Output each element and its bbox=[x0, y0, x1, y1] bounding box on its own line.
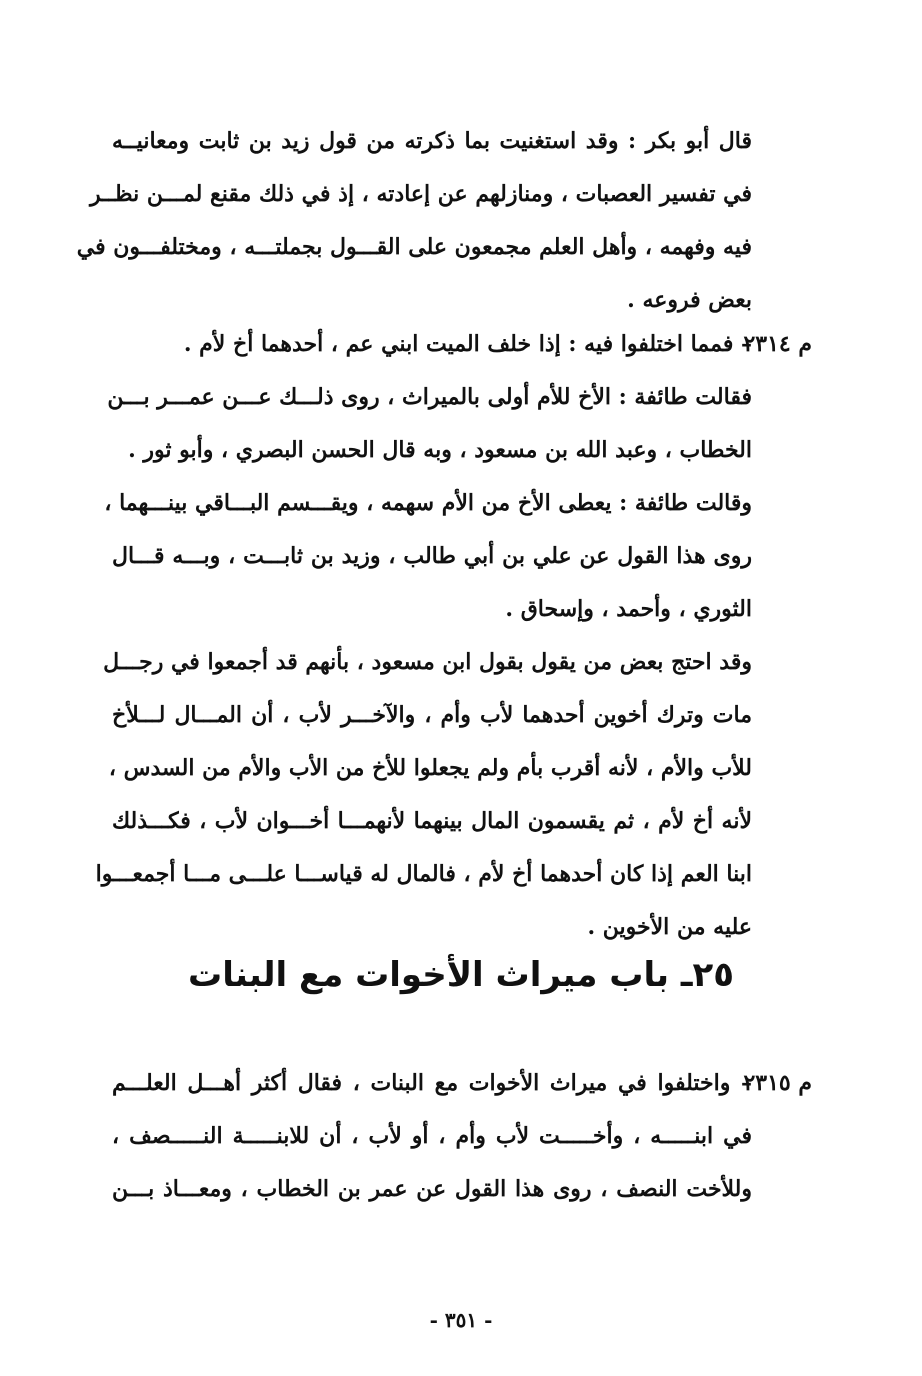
text-line: وقالت طائفة : يعطى الأخ من الأم سهمه ، ويقـــسم البـــاقي بينـــهما ، bbox=[104, 490, 752, 516]
section-number: م ٢٣١٥ bbox=[743, 1070, 812, 1096]
section-2314 bbox=[95, 318, 812, 954]
section-2315 bbox=[112, 1057, 812, 1216]
text-line: – فمما اختلفوا فيه : إذا خلف الميت ابني عم ، أحدهما أخ لأم . bbox=[183, 331, 752, 357]
page-number: - ٣٥١ - bbox=[429, 1308, 493, 1332]
section-number: م ٢٣١٤ bbox=[743, 331, 812, 357]
text-line: الثوري ، وأحمد ، وإسحاق . bbox=[505, 596, 752, 622]
text-line: الخطاب ، وعبد الله بن مسعود ، وبه قال الحسن البصري ، وأبو ثور . bbox=[128, 437, 752, 463]
chapter-heading: ٢٥ـ باب ميراث الأخوات مع البنات bbox=[188, 955, 734, 995]
section-first-line bbox=[112, 318, 812, 371]
text-line: ابنا العم إذا كان أحدهما أخ لأم ، فالمال له قياســـا علـــى مـــا أجمعـــوا bbox=[95, 861, 752, 887]
text-line: في ابنـــــه ، وأخـــــت لأب وأم ، أو لأب ، أن للابنـــــة النـــــصف ، bbox=[112, 1123, 752, 1149]
text-line: وللأخت النصف ، روى هذا القول عن عمر بن الخطاب ، ومعـــاذ بـــن bbox=[112, 1176, 752, 1202]
text-line: – واختلفوا في ميراث الأخوات مع البنات ، فقال أكثر أهـــل العلـــم bbox=[112, 1070, 752, 1096]
text-line: مات وترك أخوين أحدهما لأب وأم ، والآخـــر لأب ، أن المـــال لـــلأخ bbox=[112, 702, 752, 728]
text-line: قال أبو بكر : وقد استغنيت بما ذكرته من قول زيد بن ثابت ومعانيــه bbox=[112, 128, 752, 154]
text-line: وقد احتج بعض من يقول بقول ابن مسعود ، بأنهم قد أجمعوا في رجـــل bbox=[103, 649, 752, 675]
text-line: فقالت طائفة : الأخ للأم أولى بالميراث ، روى ذلـــك عـــن عمـــر بـــن bbox=[107, 384, 752, 410]
text-line: عليه من الأخوين . bbox=[587, 914, 752, 940]
text-line: روى هذا القول عن علي بن أبي طالب ، وزيد بن ثابـــت ، وبـــه قـــال bbox=[112, 543, 752, 569]
text-line: للأب والأم ، لأنه أقرب بأم ولم يجعلوا للأخ من الأب والأم من السدس ، bbox=[108, 755, 752, 781]
text-line: في تفسير العصبات ، ومنازلهم عن إعادته ، إذ في ذلك مقنع لمـــن نظــر bbox=[90, 181, 752, 207]
paragraph-intro bbox=[76, 115, 752, 327]
text-line: بعض فروعه . bbox=[627, 287, 752, 313]
section-first-line bbox=[112, 1057, 812, 1110]
text-line: فيه وفهمه ، وأهل العلم مجمعون على القـــول بجملتـــه ، ومختلفـــون في bbox=[76, 234, 752, 260]
text-line: لأنه أخ لأم ، ثم يقسمون المال بينهما لأنهمـــا أخـــوان لأب ، فكـــذلك bbox=[112, 808, 752, 834]
